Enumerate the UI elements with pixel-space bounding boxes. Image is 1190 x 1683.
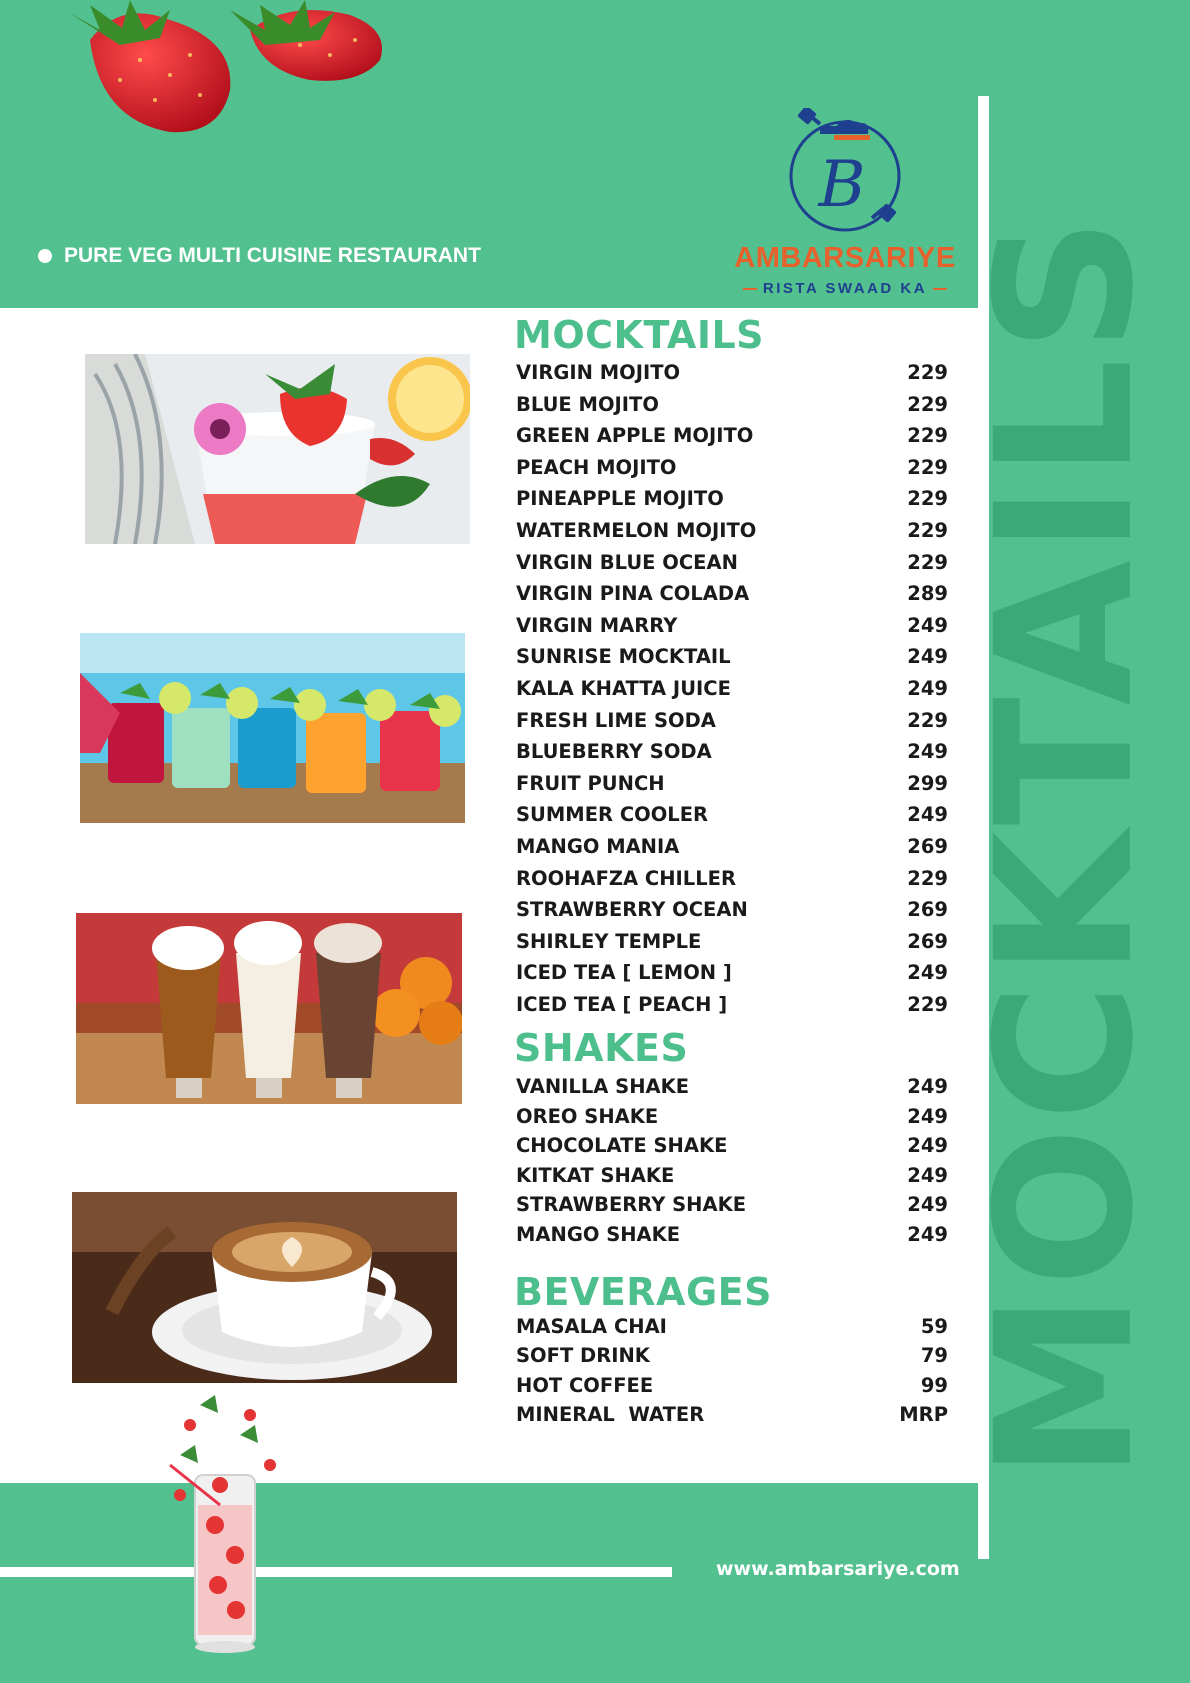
menu-item-price: 269 bbox=[907, 898, 948, 922]
menu-item-price: 269 bbox=[907, 929, 948, 953]
logo-emblem-icon bbox=[780, 108, 910, 238]
menu-item-name: VIRGIN MOJITO bbox=[516, 361, 681, 384]
menu-item-price: 249 bbox=[907, 740, 948, 764]
menu-item-price: 249 bbox=[907, 677, 948, 700]
menu-item bbox=[516, 645, 948, 668]
menu-item bbox=[516, 1075, 948, 1098]
menu-item-name: SHIRLEY TEMPLE bbox=[516, 929, 702, 953]
menu-item bbox=[516, 740, 948, 763]
mocktails-title: MOCKTAILS bbox=[514, 313, 765, 357]
menu-item-price: 249 bbox=[907, 1193, 948, 1216]
menu-item-name: SUNRISE MOCKTAIL bbox=[516, 645, 731, 669]
menu-item-price: 59 bbox=[920, 1315, 948, 1338]
beverages-title: BEVERAGES bbox=[514, 1270, 772, 1314]
menu-item-price: 249 bbox=[907, 1222, 948, 1246]
svg-text:B: B bbox=[818, 148, 866, 222]
menu-item bbox=[516, 456, 948, 479]
coffee-photo bbox=[72, 1192, 457, 1383]
menu-item-price: 229 bbox=[907, 361, 948, 384]
menu-item-price: 229 bbox=[907, 708, 948, 732]
menu-item-name: FRESH LIME SODA bbox=[516, 708, 716, 732]
menu-item-price: 249 bbox=[907, 1075, 948, 1098]
menu-item-name: PINEAPPLE MOJITO bbox=[516, 487, 724, 511]
menu-item bbox=[516, 835, 948, 858]
menu-item bbox=[516, 393, 948, 416]
menu-item-name: BLUE MOJITO bbox=[516, 392, 659, 416]
menu-item-price: 229 bbox=[907, 392, 948, 416]
menu-item-price: 99 bbox=[920, 1373, 948, 1397]
menu-item-name: FRUIT PUNCH bbox=[516, 771, 665, 795]
menu-item bbox=[516, 1344, 948, 1367]
menu-item bbox=[516, 1374, 948, 1397]
menu-item-price: 229 bbox=[907, 424, 948, 448]
menu-item bbox=[516, 361, 948, 384]
menu-item-price: MRP bbox=[899, 1402, 948, 1426]
menu-item bbox=[516, 709, 948, 732]
menu-item-name: CHOCOLATE SHAKE bbox=[516, 1134, 728, 1157]
menu-item bbox=[516, 993, 948, 1016]
menu-item-price: 79 bbox=[920, 1344, 948, 1368]
menu-item-price: 289 bbox=[907, 582, 948, 606]
menu-item-name: MANGO MANIA bbox=[516, 835, 680, 858]
shakes-title: SHAKES bbox=[514, 1026, 689, 1070]
colorful-mocktails-photo bbox=[80, 633, 465, 823]
menu-item-price: 249 bbox=[907, 961, 948, 985]
menu-item bbox=[516, 898, 948, 921]
menu-item bbox=[516, 519, 948, 542]
menu-item-price: 229 bbox=[907, 993, 948, 1016]
menu-item bbox=[516, 803, 948, 826]
logo-subtitle: RISTA SWAAD KA bbox=[720, 280, 970, 297]
website-link[interactable]: www.ambarsariye.com bbox=[716, 1558, 960, 1580]
side-title: MOCKTAILS bbox=[955, 210, 1175, 1480]
menu-item bbox=[516, 772, 948, 795]
menu-item-price: 229 bbox=[907, 455, 948, 479]
footer-divider bbox=[0, 1567, 672, 1577]
menu-item-name: VANILLA SHAKE bbox=[516, 1075, 690, 1098]
shakes-photo bbox=[76, 913, 462, 1104]
menu-item-name: MASALA CHAI bbox=[516, 1315, 667, 1338]
menu-item-price: 249 bbox=[907, 803, 948, 827]
menu-item bbox=[516, 1164, 948, 1187]
menu-item-name: BLUEBERRY SODA bbox=[516, 740, 712, 764]
menu-item-price: 229 bbox=[907, 550, 948, 574]
mojito-photo bbox=[85, 354, 470, 544]
menu-item bbox=[516, 1223, 948, 1246]
footer-band bbox=[0, 1483, 978, 1683]
menu-item-name: PEACH MOJITO bbox=[516, 455, 677, 479]
menu-item bbox=[516, 1193, 948, 1216]
menu-item-price: 249 bbox=[907, 1134, 948, 1157]
menu-item-price: 249 bbox=[907, 645, 948, 669]
menu-item-name: WATERMELON MOJITO bbox=[516, 519, 757, 542]
logo-name: AMBARSARIYE bbox=[734, 242, 956, 274]
menu-item-name: KALA KHATTA JUICE bbox=[516, 677, 731, 700]
menu-item bbox=[516, 551, 948, 574]
menu-item-price: 229 bbox=[907, 519, 948, 542]
bullet-icon bbox=[38, 249, 52, 263]
menu-item bbox=[516, 961, 948, 984]
menu-item-name: STRAWBERRY OCEAN bbox=[516, 898, 748, 922]
menu-item bbox=[516, 424, 948, 447]
menu-item-name: SOFT DRINK bbox=[516, 1344, 650, 1368]
menu-item bbox=[516, 677, 948, 700]
menu-item bbox=[516, 1403, 948, 1426]
menu-item-name: ROOHAFZA CHILLER bbox=[516, 866, 736, 890]
menu-item-name: ICED TEA [ LEMON ] bbox=[516, 961, 732, 985]
menu-item-name: VIRGIN PINA COLADA bbox=[516, 582, 750, 606]
menu-item-price: 299 bbox=[907, 771, 948, 795]
menu-item-name: VIRGIN BLUE OCEAN bbox=[516, 550, 738, 574]
menu-item-name: ICED TEA [ PEACH ] bbox=[516, 993, 728, 1016]
menu-item-name: STRAWBERRY SHAKE bbox=[516, 1193, 747, 1216]
menu-item bbox=[516, 1105, 948, 1128]
menu-item-name: GREEN APPLE MOJITO bbox=[516, 424, 754, 448]
menu-item-price: 249 bbox=[907, 1104, 948, 1128]
strawberries-image bbox=[60, 0, 390, 135]
menu-item-name: SUMMER COOLER bbox=[516, 803, 709, 827]
menu-item-price: 249 bbox=[907, 613, 948, 637]
menu-item-name: OREO SHAKE bbox=[516, 1104, 659, 1128]
menu-item-name: HOT COFFEE bbox=[516, 1373, 654, 1397]
menu-item-name: KITKAT SHAKE bbox=[516, 1163, 675, 1187]
restaurant-logo bbox=[720, 108, 970, 302]
menu-item bbox=[516, 487, 948, 510]
menu-item-price: 229 bbox=[907, 487, 948, 511]
menu-item bbox=[516, 614, 948, 637]
menu-item-name: VIRGIN MARRY bbox=[516, 613, 678, 637]
menu-item bbox=[516, 1315, 948, 1338]
menu-item-price: 229 bbox=[907, 866, 948, 890]
menu-item-name: MINERAL WATER bbox=[516, 1402, 705, 1426]
menu-item bbox=[516, 930, 948, 953]
menu-item-name: MANGO SHAKE bbox=[516, 1222, 681, 1246]
menu-item bbox=[516, 582, 948, 605]
menu-item-price: 269 bbox=[907, 835, 948, 858]
menu-item bbox=[516, 1134, 948, 1157]
menu-item-price: 249 bbox=[907, 1163, 948, 1187]
header-tagline: PURE VEG MULTI CUISINE RESTAURANT bbox=[38, 244, 481, 268]
menu-item bbox=[516, 867, 948, 890]
strawberry-drink-image bbox=[160, 1385, 290, 1655]
